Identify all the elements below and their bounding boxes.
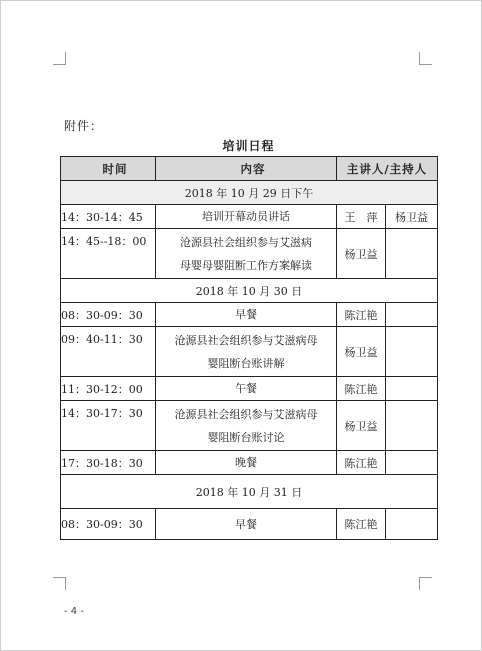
speaker-cell: 陈江艳 xyxy=(337,451,386,475)
table-row xyxy=(61,451,438,475)
speaker-cell: 陈江艳 xyxy=(337,377,386,401)
speaker-cell: 王 萍 xyxy=(337,205,386,229)
header-time: 时间 xyxy=(61,157,156,181)
host-cell xyxy=(386,377,438,401)
content-line: 婴阻断台账讲解 xyxy=(207,356,285,370)
crop-mark-top-right xyxy=(419,52,432,65)
date-cell: 2018 年 10 月 30 日 xyxy=(61,279,438,303)
host-cell: 杨卫益 xyxy=(386,205,438,229)
time-cell: 17：30-18：30 xyxy=(61,451,156,475)
time-cell: 08：30-09：30 xyxy=(61,509,156,540)
date-cell: 2018 年 10 月 29 日下午 xyxy=(61,181,438,205)
table-row xyxy=(61,205,438,229)
header-content: 内容 xyxy=(156,157,337,181)
header-speakers: 主讲人/主持人 xyxy=(337,157,438,181)
content-cell: 晚餐 xyxy=(156,451,337,475)
page-number: - 4 - xyxy=(64,606,84,617)
schedule-table xyxy=(60,156,438,540)
content-line: 沧源县社会组织参与艾滋病 xyxy=(180,235,312,249)
speaker-cell: 杨卫益 xyxy=(337,229,386,279)
table-row xyxy=(61,229,438,279)
time-cell: 09：40-11：30 xyxy=(61,327,156,377)
table-header-row xyxy=(61,157,438,181)
table-row xyxy=(61,303,438,327)
schedule-title: 培训日程 xyxy=(222,139,275,153)
crop-mark-bottom-left xyxy=(53,577,66,590)
table-row xyxy=(61,509,438,540)
host-cell xyxy=(386,327,438,377)
speaker-cell: 陈江艳 xyxy=(337,509,386,540)
table-row xyxy=(61,401,438,451)
content-cell: 早餐 xyxy=(156,509,337,540)
host-cell xyxy=(386,451,438,475)
content-cell xyxy=(156,401,337,451)
date-cell: 2018 年 10 月 31 日 xyxy=(61,475,438,509)
host-cell xyxy=(386,229,438,279)
content-cell: 培训开幕动员讲话 xyxy=(156,205,337,229)
content-cell: 午餐 xyxy=(156,377,337,401)
content-line: 沧源县社会组织参与艾滋病母 xyxy=(174,407,318,421)
content-cell xyxy=(156,229,337,279)
speaker-cell: 陈江艳 xyxy=(337,303,386,327)
content-line: 沧源县社会组织参与艾滋病母 xyxy=(174,333,318,347)
host-cell xyxy=(386,303,438,327)
content-line: 婴阻断台账讨论 xyxy=(207,430,285,444)
speaker-cell: 杨卫益 xyxy=(337,401,386,451)
date-row xyxy=(61,181,438,205)
host-cell xyxy=(386,509,438,540)
table-row xyxy=(61,327,438,377)
table-row xyxy=(61,377,438,401)
attachment-label: 附件： xyxy=(64,119,104,133)
date-row xyxy=(61,475,438,509)
content-cell xyxy=(156,327,337,377)
content-line: 母婴母婴阻断工作方案解读 xyxy=(180,258,312,272)
time-cell: 14：30-17：30 xyxy=(61,401,156,451)
crop-mark-bottom-right xyxy=(419,577,432,590)
speaker-cell: 杨卫益 xyxy=(337,327,386,377)
content-cell: 早餐 xyxy=(156,303,337,327)
time-cell: 11：30-12：00 xyxy=(61,377,156,401)
time-cell: 08：30-09：30 xyxy=(61,303,156,327)
host-cell xyxy=(386,401,438,451)
date-row xyxy=(61,279,438,303)
time-cell: 14：45--18：00 xyxy=(61,229,156,279)
crop-mark-top-left xyxy=(53,52,66,65)
time-cell: 14：30-14：45 xyxy=(61,205,156,229)
